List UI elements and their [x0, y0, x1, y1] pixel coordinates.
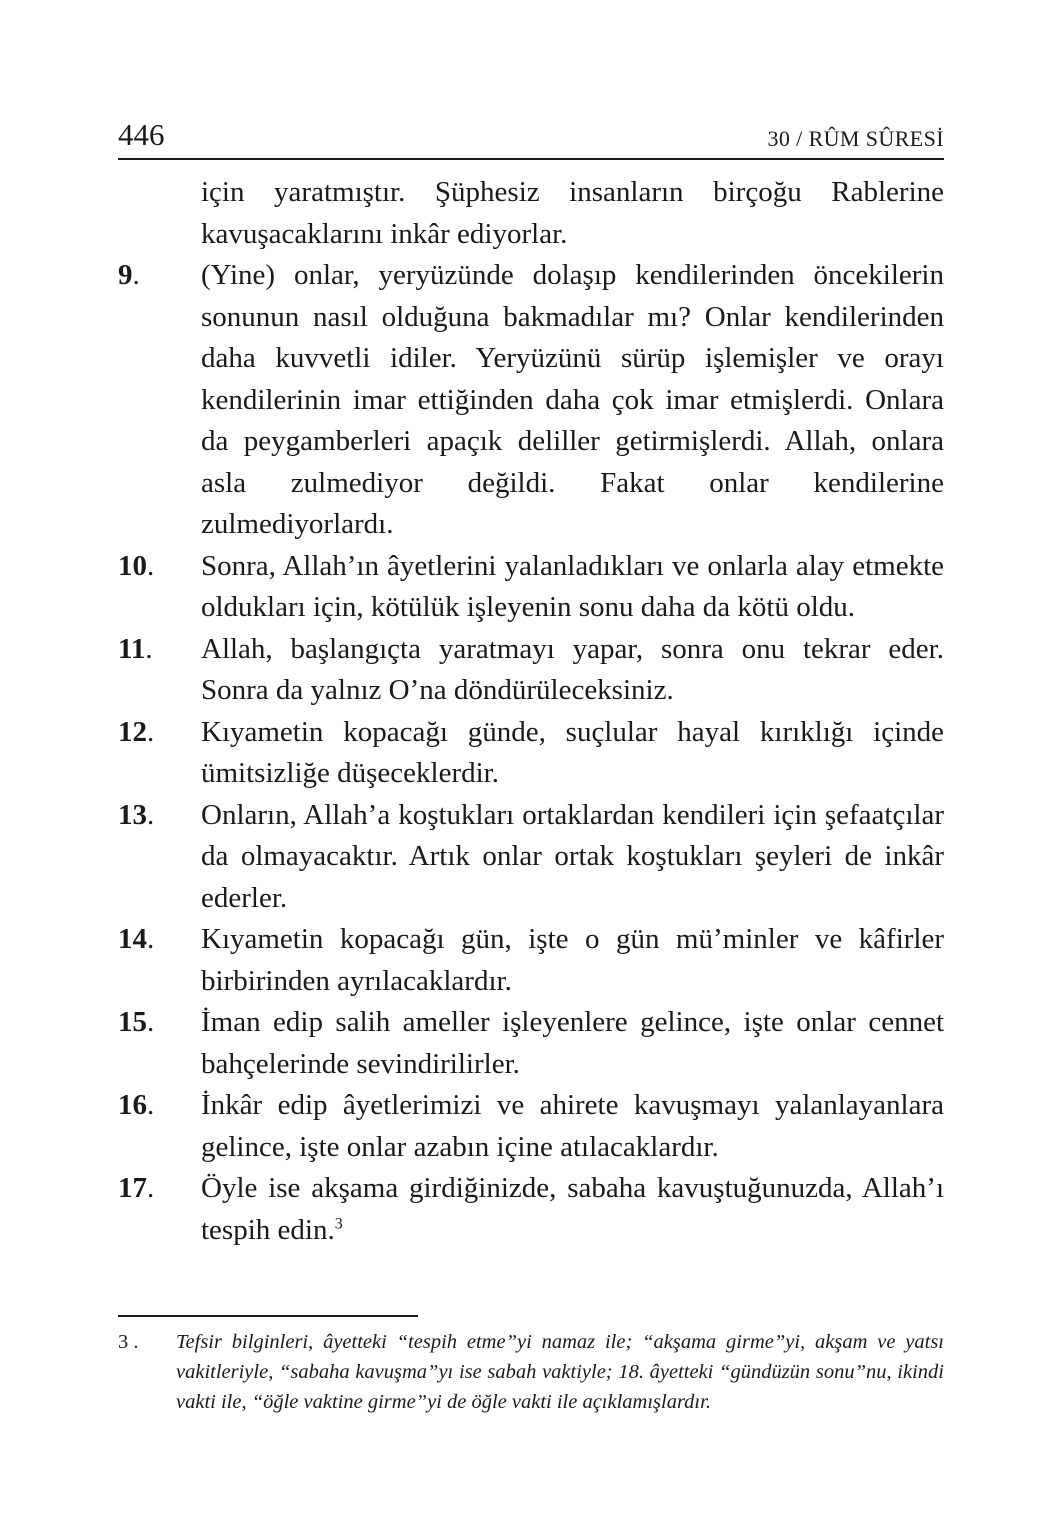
verse-14	[118, 919, 944, 1002]
main-text	[118, 172, 944, 1251]
verse-15	[118, 1002, 944, 1085]
verse-number: 9	[118, 259, 133, 291]
verse-number: 11	[118, 632, 146, 665]
verse-number: 15	[118, 1006, 147, 1038]
footnote-divider	[118, 1315, 418, 1317]
verse-text: Öyle ise akşama girdiğinizde, sabaha kavuştuğunuzda, Allah’ı tespih edin.	[201, 1172, 944, 1246]
continuation-paragraph	[118, 172, 944, 255]
page-header	[118, 118, 944, 160]
footnote-number: 3 .	[118, 1331, 139, 1353]
verse-12	[118, 712, 944, 795]
verse-text: (Yine) onlar, yeryüzünde dolaşıp kendilerinden öncekilerin sonunun nasıl olduğuna bakmadılar mı? Onlar kendilerinden daha kuvvetli idiler. Yeryüzünü sürüp işlemişler ve orayı kendilerinin imar ettiğinden daha çok imar etmişlerdi. Onlara da peygamberleri apaçık deliller getirmişlerdi. Allah, onlara asla zulmediyor değildi. Fakat onlar kendilerine zulmediyorlardı.	[201, 259, 944, 540]
footnote-reference[interactable]: 3	[334, 1214, 343, 1232]
verse-text: İman edip salih ameller işleyenlere gelince, işte onlar cennet bahçelerinde sevindirilirler.	[201, 1006, 944, 1080]
verse-number-dot: .	[145, 632, 153, 665]
verse-number: 17	[118, 1172, 147, 1204]
verse-text: Allah, başlangıçta yaratmayı yapar, sonra onu tekrar eder. Sonra da yalnız O’na döndürüleceksiniz.	[201, 632, 944, 706]
verse-number-dot: .	[147, 798, 155, 831]
page-number: 446	[118, 117, 165, 152]
verse-number-dot: .	[147, 549, 155, 582]
verse-text: Kıyametin kopacağı günde, suçlular hayal kırıklığı içinde ümitsizliğe düşeceklerdir.	[201, 715, 944, 789]
verse-number: 13	[118, 798, 147, 831]
verse-text: Kıyametin kopacağı gün, işte o gün mü’minler ve kâfirler birbirinden ayrılacaklardır.	[201, 923, 944, 997]
verse-17	[118, 1168, 944, 1251]
verse-10	[118, 546, 944, 629]
verse-number-dot: .	[147, 1089, 155, 1121]
verse-number: 10	[118, 549, 147, 582]
verse-number-dot: .	[147, 923, 155, 955]
verse-number: 14	[118, 923, 147, 955]
verse-13	[118, 795, 944, 920]
continuation-text: için yaratmıştır. Şüphesiz insanların birçoğu Rablerine kavuşacaklarını inkâr ediyorlar.	[201, 176, 944, 250]
verse-number-dot: .	[147, 1006, 155, 1038]
verse-number-dot: .	[132, 259, 140, 291]
footnote	[118, 1327, 944, 1417]
verse-number: 16	[118, 1089, 147, 1121]
footnote-text: Tefsir bilginleri, âyetteki “tespih etme”yi namaz ile; “akşama girme”yi, akşam ve yatsı vakitleriyle, “sabaha kavuşma”yı ise sabah vaktiyle; 18. âyetteki “gündüzün sonu”nu, ikindi vakti ile, “öğle vaktine girme”yi de öğle vakti ile açıklamışlardır.	[176, 1331, 944, 1413]
verse-16	[118, 1085, 944, 1168]
verse-text: İnkâr edip âyetlerimizi ve ahirete kavuşmayı yalanlayanlara gelince, işte onlar azabın içine atılacaklardır.	[201, 1089, 944, 1163]
verse-text: Onların, Allah’a koştukları ortaklardan kendileri için şefaatçılar da olmayacaktır. Artık onlar ortak koştukları şeyleri de inkâr ederler.	[201, 798, 944, 914]
verse-number: 12	[118, 715, 147, 748]
verse-text: Sonra, Allah’ın âyetlerini yalanladıkları ve onlarla alay etmekte oldukları için, kötülük işleyenin sonu daha da kötü oldu.	[201, 549, 944, 623]
verse-11	[118, 629, 944, 712]
verse-number-dot: .	[147, 1172, 155, 1204]
running-head: 30 / RÛM SÛRESİ	[767, 126, 944, 151]
verse-9	[118, 255, 944, 546]
verse-number-dot: .	[147, 715, 155, 748]
